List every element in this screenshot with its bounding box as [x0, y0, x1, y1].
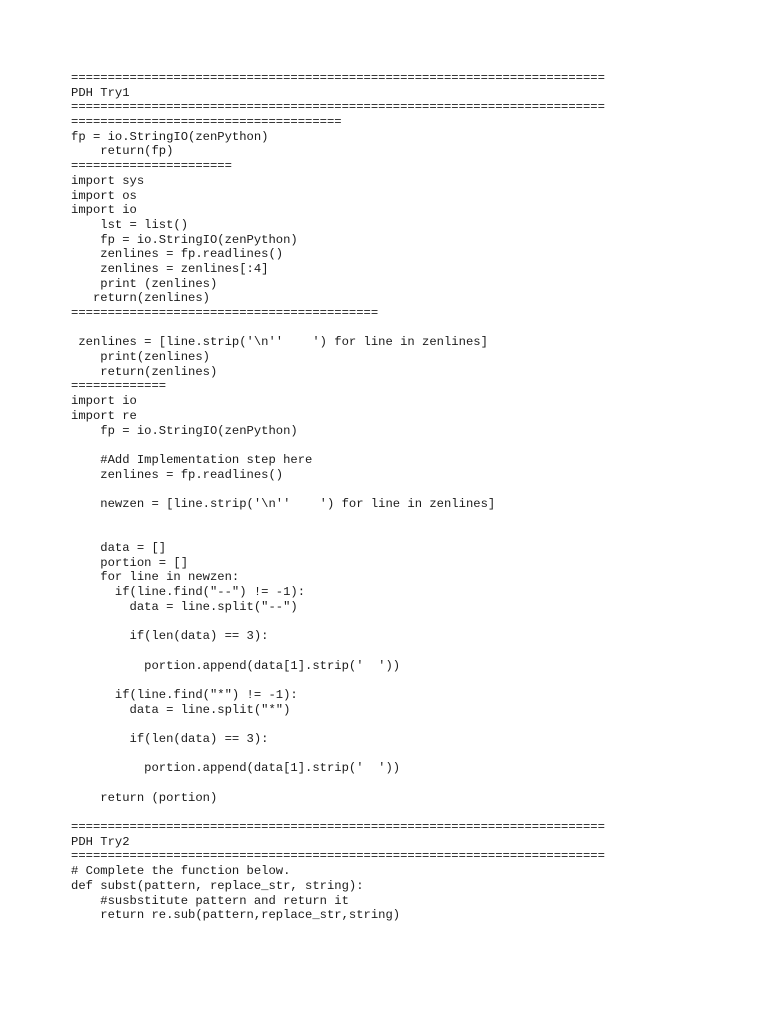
code-line: =============	[71, 379, 167, 394]
code-line: =====================================	[71, 115, 342, 130]
code-line: data = line.split("--")	[71, 599, 298, 614]
code-line	[71, 512, 751, 527]
code-line	[71, 614, 751, 629]
code-line: if(line.find("*") != -1):	[71, 687, 298, 702]
code-line: data = line.split("*")	[71, 702, 291, 717]
code-line: zenlines = zenlines[:4]	[71, 261, 269, 276]
code-line: lst = list()	[71, 217, 189, 232]
code-line: zenlines = fp.readlines()	[71, 467, 284, 482]
code-line: =========================================================================	[71, 820, 605, 835]
code-line: portion.append(data[1].strip(' '))	[71, 658, 401, 673]
code-line: return(zenlines)	[71, 291, 210, 306]
code-line: newzen = [line.strip('\n'' ') for line in zenlines]	[71, 496, 496, 511]
code-line: fp = io.StringIO(zenPython)	[71, 423, 298, 438]
code-line: if(len(data) == 3):	[71, 629, 269, 644]
code-line	[71, 805, 751, 820]
code-line: =========================================================================	[71, 71, 605, 85]
code-line	[71, 717, 751, 732]
code-line: data = []	[71, 541, 167, 555]
code-line	[71, 482, 751, 497]
code-line	[71, 747, 751, 762]
code-line: # Complete the function below.	[71, 864, 291, 879]
code-line: print(zenlines)	[71, 350, 210, 365]
code-line	[71, 644, 751, 659]
code-line: #Add Implementation step here	[71, 452, 313, 467]
code-line: ==========================================	[71, 306, 379, 320]
document-page	[71, 71, 751, 923]
code-line	[71, 673, 751, 688]
code-line	[71, 776, 751, 791]
code-line: if(line.find("--") != -1):	[71, 585, 306, 600]
code-line	[71, 438, 751, 453]
code-line: fp = io.StringIO(zenPython)	[71, 232, 298, 247]
code-line: portion.append(data[1].strip(' '))	[71, 761, 401, 776]
code-line: print (zenlines)	[71, 276, 218, 291]
code-line: return (portion)	[71, 790, 218, 805]
code-line: ======================	[71, 159, 232, 174]
code-line: zenlines = fp.readlines()	[71, 247, 284, 262]
code-line: =========================================================================	[71, 849, 605, 864]
code-line: import os	[71, 188, 137, 203]
code-line: import re	[71, 408, 137, 423]
code-line: return(zenlines)	[71, 364, 218, 379]
code-line: =========================================================================	[71, 100, 605, 115]
code-line: import sys	[71, 173, 145, 188]
code-line: zenlines = [line.strip('\n'' ') for line in zenlines]	[71, 335, 488, 350]
code-line: import io	[71, 203, 137, 218]
code-line: PDH Try1	[71, 85, 130, 100]
code-line: if(len(data) == 3):	[71, 731, 269, 746]
code-line: def subst(pattern, replace_str, string):	[71, 878, 364, 893]
code-line: portion = []	[71, 555, 189, 570]
code-line: for line in newzen:	[71, 570, 240, 585]
code-line	[71, 526, 751, 541]
code-line: PDH Try2	[71, 834, 130, 849]
code-line: #susbstitute pattern and return it	[71, 893, 349, 908]
code-line: fp = io.StringIO(zenPython)	[71, 129, 269, 144]
code-line	[71, 321, 751, 336]
code-line: return(fp)	[71, 144, 174, 159]
code-line: return re.sub(pattern,replace_str,string)	[71, 908, 401, 923]
code-line: import io	[71, 394, 137, 409]
